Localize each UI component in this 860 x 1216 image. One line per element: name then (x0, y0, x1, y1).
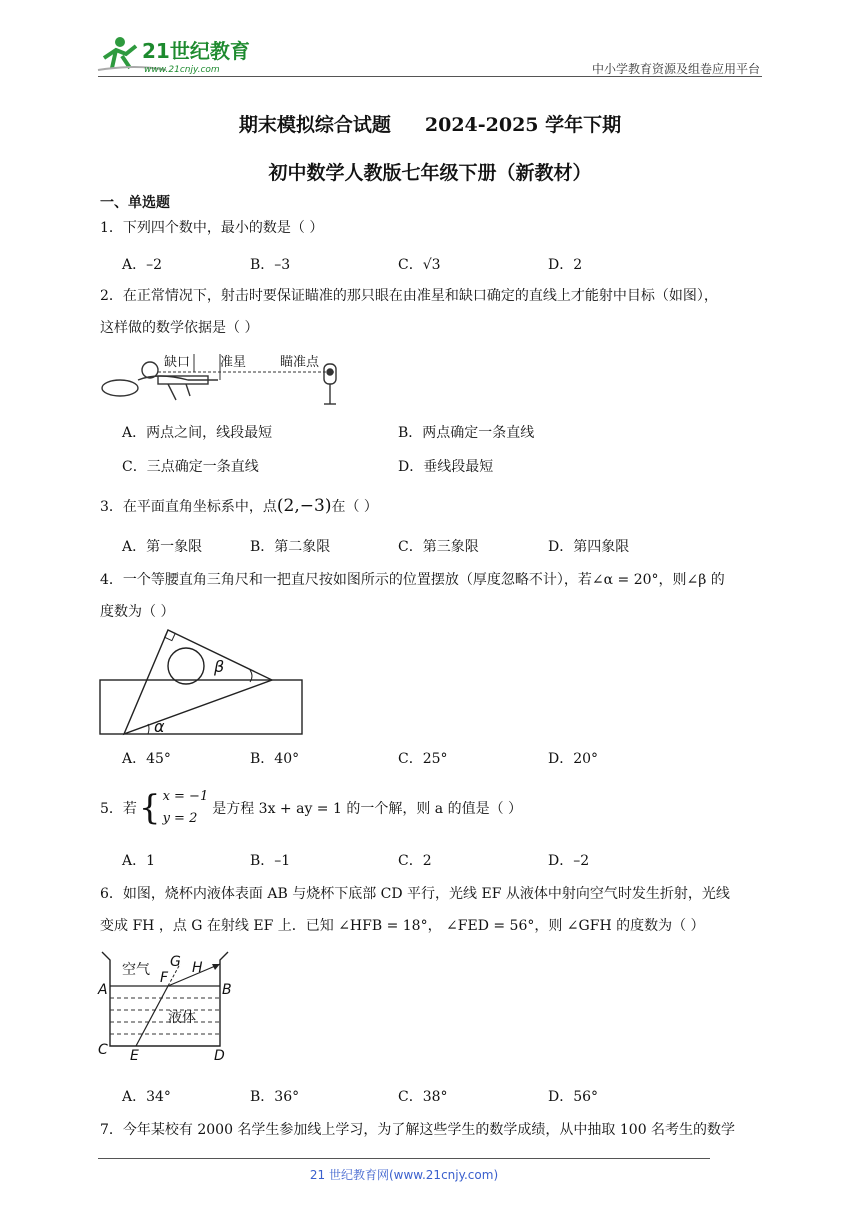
q4-option-c: C．25° (398, 751, 448, 767)
question-6-stem-l2: 变成 FH ，点 G 在射线 EF 上．已知 ∠HFB = 18°， ∠FED = 56°，则 ∠GFH 的度数为（ ） (100, 918, 705, 934)
question-2-stem-l1: 2．在正常情况下，射击时要保证瞄准的那只眼在由准星和缺口确定的直线上才能射中目标（如图）， (100, 288, 718, 304)
platform-name: 中小学教育资源及组卷应用平台 (591, 62, 760, 76)
q1-option-b: B．–3 (250, 257, 291, 273)
question-1-stem: 1．下列四个数中，最小的数是（ ） (100, 220, 324, 236)
q6-option-b: B．36° (250, 1089, 300, 1105)
q5-option-c: C．2 (398, 853, 432, 869)
system-eq-2: y = 2 (162, 811, 198, 826)
q2-option-a: A．两点之间，线段最短 (122, 425, 273, 441)
question-7-stem-l1: 7．今年某校有 2000 名学生参加线上学习，为了解这些学生的数学成绩，从中抽取 100 名考生的数学 (100, 1122, 736, 1138)
q6-option-a: A．34° (122, 1089, 171, 1105)
question-6-stem-l1: 6．如图，烧杯内液体表面 AB 与烧杯下底部 CD 平行，光线 EF 从液体中射向空气时发生折射，光线 (100, 886, 730, 902)
q6-option-d: D．56° (548, 1089, 599, 1105)
q3-option-d: D．第四象限 (548, 539, 630, 555)
label-d: D (214, 1048, 225, 1064)
title-line-2: 初中数学人教版七年级下册（新教材） (268, 162, 592, 184)
label-b: B (222, 982, 232, 998)
question-3-stem: 3．在平面直角坐标系中，点(2,−3)在（ ） (100, 496, 378, 516)
label-g: G (170, 954, 181, 970)
label-f: F (160, 970, 169, 986)
q2-option-c: C．三点确定一条直线 (122, 459, 259, 475)
q3-option-c: C．第三象限 (398, 539, 479, 555)
label-notch: 缺口 (164, 355, 191, 370)
q1-option-d: D．2 (548, 257, 583, 273)
q5-option-d: D．–2 (548, 853, 590, 869)
q6-figure (96, 946, 246, 1068)
q4-option-d: D．20° (548, 751, 599, 767)
q1-option-c: C．√3 (398, 257, 441, 273)
q4-option-b: B．40° (250, 751, 300, 767)
sqrt3: √3 (422, 257, 441, 273)
logo-url: www.21cnjy.com (144, 65, 220, 75)
label-beta: β (214, 657, 225, 676)
question-4-stem-l2: 度数为（ ） (100, 604, 175, 620)
logo (96, 34, 256, 76)
q2-option-d: D．垂线段最短 (398, 459, 494, 475)
q4-option-a: A．45° (122, 751, 171, 767)
section-heading: 一、单选题 (100, 195, 170, 211)
label-h: H (192, 960, 203, 976)
label-air: 空气 (122, 962, 150, 978)
label-alpha: α (154, 717, 165, 736)
shooter-icon (102, 362, 218, 400)
question-2-stem-l2: 这样做的数学依据是（ ） (100, 320, 259, 336)
q6-option-c: C．38° (398, 1089, 448, 1105)
label-e: E (130, 1048, 139, 1064)
footer-link[interactable]: 21 世纪教育网(www.21cnjy.com) (309, 1168, 499, 1182)
question-5-stem: 5．若 { x = −1 y = 2 是方程 3x + ay = 1 的一个解，则 a 的值是（ ） (100, 788, 523, 828)
q4-figure (98, 626, 308, 742)
footer-divider (98, 1158, 710, 1159)
title-line-1: 期末模拟综合试题 2024-2025 学年下期 (238, 114, 622, 136)
q5-option-b: B．–1 (250, 853, 291, 869)
label-a: A (98, 982, 108, 998)
q3-option-a: A．第一象限 (122, 539, 203, 555)
q5-option-a: A．1 (122, 853, 156, 869)
label-aim-point: 瞄准点 (280, 355, 320, 370)
logo-text: 21世纪教育 (142, 39, 250, 63)
label-c: C (98, 1042, 108, 1058)
label-front-sight: 准星 (220, 355, 247, 370)
q1-option-a: A．–2 (122, 257, 163, 273)
q2-figure (98, 350, 358, 414)
header-divider (98, 76, 762, 77)
label-liquid: 液体 (168, 1010, 196, 1026)
brace: { (138, 788, 161, 828)
target-icon (324, 364, 336, 404)
q2-option-b: B．两点确定一条直线 (398, 425, 535, 441)
question-4-stem-l1: 4．一个等腰直角三角尺和一把直尺按如图所示的位置摆放（厚度忽略不计），若∠α = 20°，则∠β 的 (100, 572, 725, 588)
q3-option-b: B．第二象限 (250, 539, 331, 555)
system-eq-1: x = −1 (162, 789, 209, 804)
